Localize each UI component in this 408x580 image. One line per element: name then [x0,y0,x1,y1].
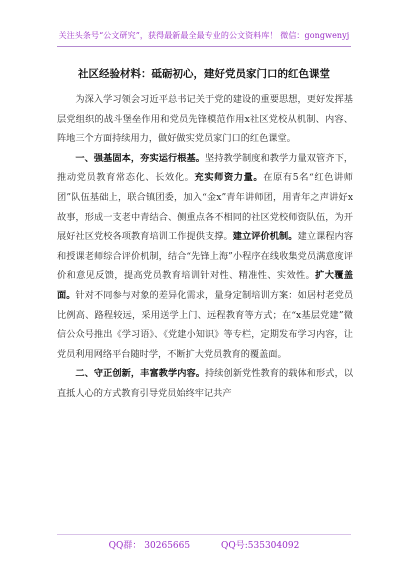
paragraph-intro [57,90,353,149]
section-heading: 一、强基固本，夯实运行根基。 [75,152,205,164]
footer-qq-number: QQ号:535304092 [220,541,300,551]
footer-contact [0,538,408,551]
footer-divider [57,534,351,535]
header-divider [57,46,351,47]
paragraph-text: 在原有5名“红色讲师团”队伍基础上，联合镇团委，加入“金x”青年讲师团，用青年之声讲好x故事，形成一支老中青结合、侧重点各不相同的社区党校师资队伍，为开展好社区党校各项教育培训工作提供支撑。 [57,172,353,243]
paragraph-section-one [57,149,353,365]
paragraph-section-two [57,364,353,403]
document-title: 社区经验材料：砥砺初心，建好党员家门口的红色课堂 [78,68,330,80]
paragraph-text: 坚持教学制度和教学力量双管齐下，推动党员教育常态化、长效化。 [57,152,354,184]
header-banner: 关注头条号“公文研究”，获得最新最全最专业的公文资料库！ 微信：gongwenyj [58,31,350,40]
document-body [57,90,353,404]
paragraph-text: 针对不同参与对象的差异化需求，量身定制培训方案：如居村老党员比例高、路程较远，采用送学上门、远程教育等方式；在“x基层党建”微信公众号推出《学习语》、《党建小知识》等专栏，定期发布学习内容，让党员利用网络平台随时学，不断扩大党员教育的覆盖面。 [57,289,354,360]
paragraph-text: 建立课程内容和授课老师综合评价机制，结合“先锋上海”小程序在线收集党员满意度评价和意见反馈，提高党员教育培训针对性、精准性、实效性。 [57,231,354,282]
paragraph-text: 为深入学习领会习近平总书记关于党的建设的重要思想，更好发挥基层党组织的战斗堡垒作用和党员先锋模范作用x社区党校从机制、内容、阵地三个方面持续用力，做好做实党员家门口的红色课堂。 [57,94,353,145]
footer-qq-group: QQ群： 30265665 [108,541,191,551]
paragraph-text: 持续创新党性教育的载体和形式，以直抵人心的方式教育引导党员始终牢记共产 [57,368,354,399]
subheading: 充实师资力量。 [194,172,264,184]
subheading: 建立评价机制。 [232,231,298,243]
section-heading: 二、守正创新，丰富教学内容。 [75,368,205,380]
subheading: 扩大覆盖面。 [57,270,354,301]
